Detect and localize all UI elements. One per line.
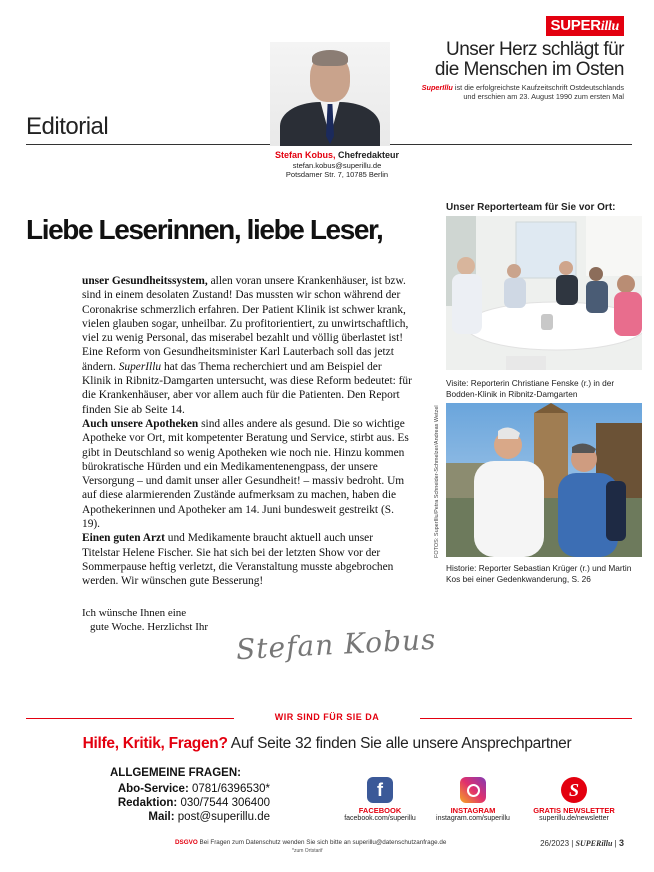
author-email[interactable]: stefan.kobus@superillu.de <box>292 160 382 170</box>
page-footer: 26/2023 | SUPERillu | 3 <box>540 838 624 848</box>
author-role: Chefredakteur <box>335 150 400 160</box>
editorial-headline: Liebe Leserinnen, liebe Leser, <box>26 214 383 245</box>
mail: Mail: post@superillu.de <box>148 811 270 823</box>
hiking-caption: Historie: Reporter Sebastian Krüger (r.) und Martin Kos bei einer Gedenkwanderung, S. 26 <box>446 563 632 584</box>
author-address: Potsdamer Str. 7, 10785 Berlin <box>285 170 389 179</box>
tagline: Unser Herz schlägt für die Menschen im Osten <box>434 39 624 80</box>
clinic-caption: Visite: Reporterin Christiane Fenske (r.) in der Bodden-Klinik in Ribnitz-Damgarten <box>446 378 615 399</box>
author-info <box>252 151 422 180</box>
redaktion: Redaktion: 030/7544 306400 <box>117 797 270 809</box>
contact-divider-right <box>420 718 632 719</box>
paragraph-3: Auch unsere Apotheken sind alles andere als gesund. Die so wichtige Apotheke vor Ort, mit kompetenter Beratung und Service, stirbt aus. Es gibt in Deutschland so wenig Apotheken wie noch nie. Hinzu kommen bürokratische Hürden und ein Medikamentenengpass, der unsere Versorgung – und damit unser aller Gesundheit! – massiv bedroht. Um auf diese alarmierenden Zustände aufmerksam zu machen, haben die Apothekerinnen und Apotheker am 14. Juni bundesweit gestreikt (S. 19). <box>82 417 409 531</box>
signature: Stefan Kobus <box>235 622 438 667</box>
help-line: Hilfe, Kritik, Fragen? Auf Seite 32 finden Sie alle unsere Ansprechpartner <box>82 735 572 752</box>
newsletter-icon: S <box>561 777 587 803</box>
newsletter-link[interactable]: S GRATIS NEWSLETTER superillu.de/newsletter <box>519 777 629 822</box>
privacy-note: DSGVO Bei Fragen zum Datenschutz wenden Sie sich bitte an superillu@datenschutzanfrage.de <box>175 839 447 846</box>
instagram-link[interactable]: INSTAGRAM instagram.com/superillu <box>418 777 528 822</box>
paragraph-4: Einen guten Arzt und Medikamente braucht aktuell auch unser Titelstar Helene Fischer. Sie hat sich bei der letzten Show vor der Sommerpause heftig verletzt, die Veranstaltung musste abgebrochen werden. Wir wünschen gute Besserung! <box>82 532 394 588</box>
photo-credit: FOTOS: SuperIllu/Petra Schneider-Schmelzer/Andreas Wetzel <box>434 405 440 558</box>
page-number: 3 <box>618 838 624 848</box>
abo-service: Abo-Service: 0781/6396530* <box>117 783 270 795</box>
hiking-photo <box>446 403 642 557</box>
paragraph-2: Eine Reform von Gesundheitsminister Karl Lauterbach soll das jetzt ändern. SuperIllu hat das Thema recherchiert und am Beispiel der Klinik in Ribnitz-Damgarten untersucht, was diese Reform bedeutet: für die Krankenhäuser, aber vor allem auch für die Patienten. Den Report finden Sie ab Seite 14. <box>82 346 412 416</box>
contact-banner: WIR SIND FÜR SIE DA <box>274 712 380 722</box>
author-portrait <box>270 42 390 146</box>
general-contact: ALLGEMEINE FRAGEN: Abo-Service: 0781/6396530* Redaktion: 030/7544 306400 Mail: post@superillu.de <box>80 766 270 824</box>
magazine-description: SuperIllu ist die erfolgreichste Kaufzeitschrift Ostdeutschlands und erschien am 23. August 1990 zum ersten Mal <box>421 83 624 101</box>
reporter-heading: Unser Reporterteam für Sie vor Ort: <box>446 202 616 213</box>
clinic-photo <box>446 216 642 370</box>
facebook-link[interactable]: f FACEBOOK facebook.com/superillu <box>325 777 435 822</box>
superillu-logo: SUPERillu <box>546 16 624 36</box>
editorial-closing: Ich wünsche Ihnen eine gute Woche. Herzlichst Ihr <box>82 607 209 633</box>
instagram-icon <box>460 777 486 803</box>
contact-divider-left <box>26 718 234 719</box>
editorial-body <box>82 274 412 589</box>
paragraph-1: unser Gesundheitssystem, allen voran unsere Krankenhäuser, ist bzw. sind in einem desolaten Zustand! Das mussten wir schon während der Coronakrise schmerzlich erfahren. Der Patient Klinik ist schwer krank, vielen glauben sogar, unheilbar. Zu profitorientiert, zu unwirtschaftlich, viel zu wenig Personal, das miserabel bezahlt und völlig überlastet ist! <box>82 275 409 345</box>
facebook-icon: f <box>367 777 393 803</box>
author-name: Stefan Kobus, <box>274 150 336 160</box>
ortstarif-note: *zum Ortstarif <box>292 848 323 854</box>
section-title: Editorial <box>26 113 109 140</box>
